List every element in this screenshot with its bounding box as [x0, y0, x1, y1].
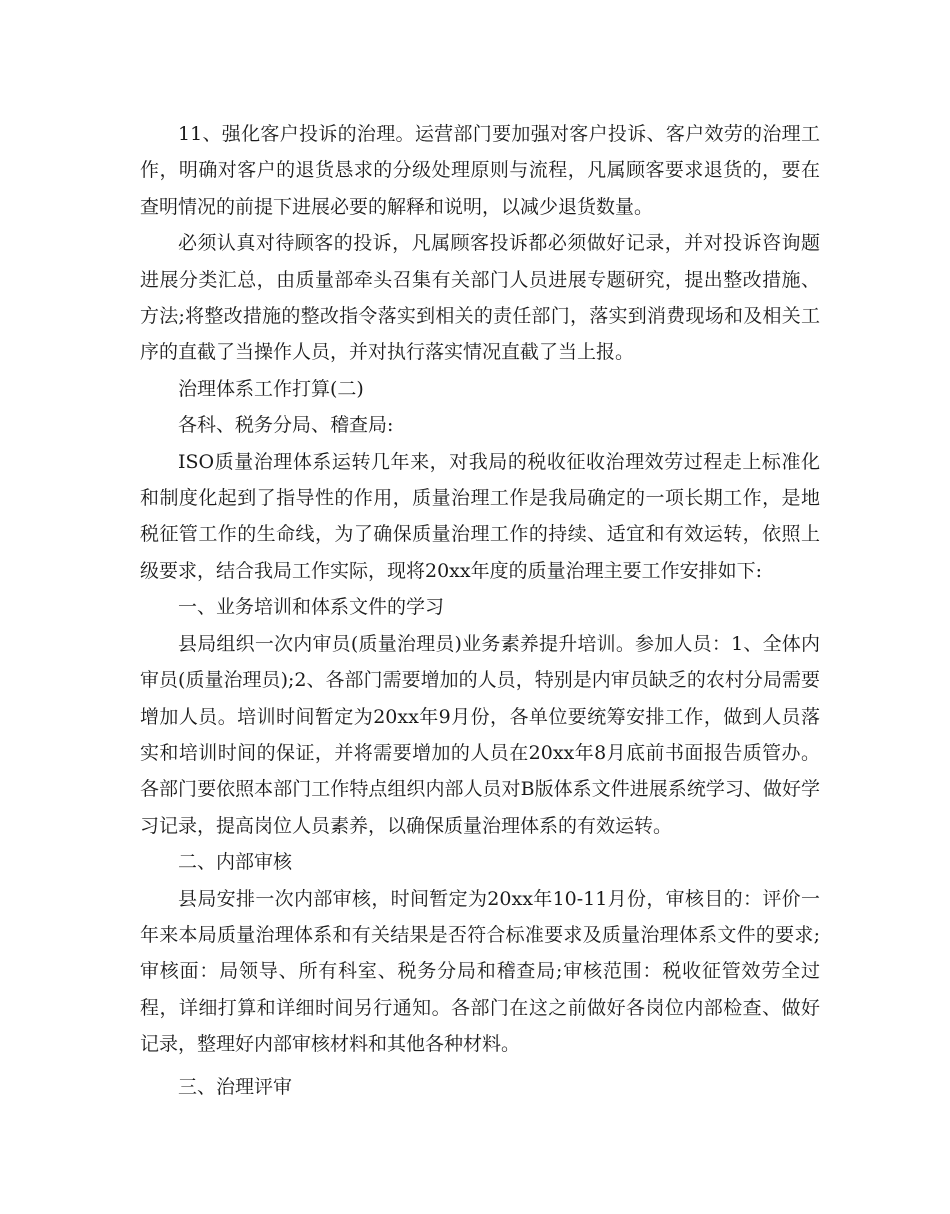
paragraph-complaint-handling: 必须认真对待顾客的投诉，凡属顾客投诉都必须做好记录，并对投诉咨询题进展分类汇总，由质量部牵头召集有关部门人员进展专题研究，提出整改措施、方法;将整改措施的整改指令落实到相关的责任部门，落实到消费现场和及相关工序的直截了当操作人员，并对执行落实情况直截了当上报。: [140, 232, 820, 364]
addressee-line: 各科、税务分局、稽查局:: [178, 414, 394, 437]
section-title-plan-two: 治理体系工作打算(二): [178, 377, 364, 400]
paragraph-training: 县局组织一次内审员(质量治理员)业务素养提升培训。参加人员：1、全体内审员(质量治理员);2、各部门需要增加的人员，特别是内审员缺乏的农村分局需要增加人员。培训时间暂定为20xx年9月份，各单位要统筹安排工作，做到人员落实和培训时间的保证，并将需要增加的人员在20xx年8月底前书面报告质管办。各部门要依照本部门工作特点组织内部人员对B版体系文件进展系统学习、做好学习记录，提高岗位人员素养，以确保质量治理体系的有效运转。: [140, 632, 820, 837]
paragraph-internal-audit: 县局安排一次内部审核，时间暂定为20xx年10-11月份，审核目的：评价一年来本局质量治理体系和有关结果是否符合标准要求及质量治理体系文件的要求;审核面：局领导、所有科室、税务分局和稽查局;审核范围：税收征管效劳全过程，详细打算和详细时间另行通知。各部门在这之前做好各岗位内部检查、做好记录，整理好内部审核材料和其他各种材料。: [140, 887, 820, 1056]
heading-training: 一、业务培训和体系文件的学习: [178, 596, 445, 619]
paragraph-customer-complaints: 11、强化客户投诉的治理。运营部门要加强对客户投诉、客户效劳的治理工作，明确对客户的退货恳求的分级处理原则与流程，凡属顾客要求退货的，要在查明情况的前提下进展必要的解释和说明，以减少退货数量。: [140, 123, 820, 218]
paragraph-iso-intro: ISO质量治理体系运转几年来，对我局的税收征收治理效劳过程走上标准化和制度化起到了指导性的作用，质量治理工作是我局确定的一项长期工作，是地税征管工作的生命线，为了确保质量治理工作的持续、适宜和有效运转，依照上级要求，结合我局工作实际，现将20xx年度的质量治理主要工作安排如下:: [140, 450, 820, 582]
heading-management-review: 三、治理评审: [178, 1075, 293, 1098]
document-body: [140, 116, 820, 1105]
heading-internal-audit: 二、内部审核: [178, 851, 293, 874]
